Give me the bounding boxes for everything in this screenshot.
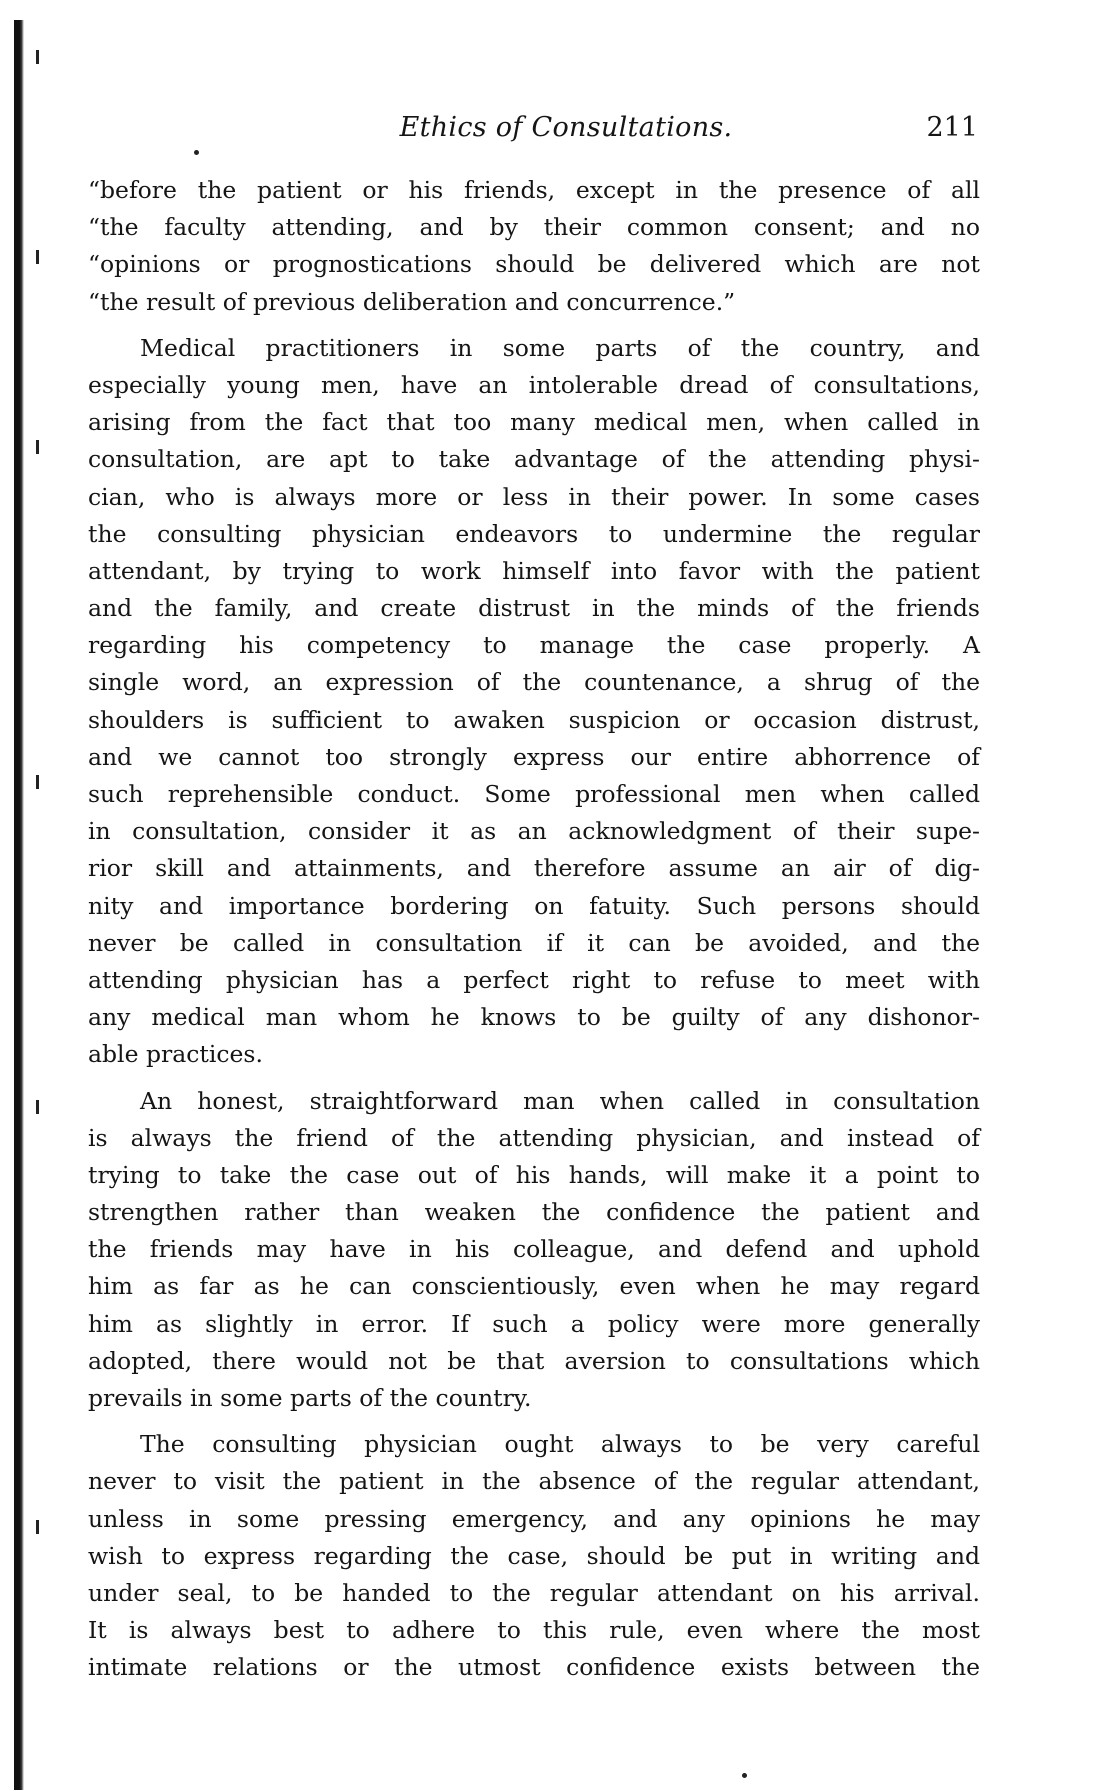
- printer-dot: [742, 1773, 747, 1778]
- text-line: able practices.: [88, 1040, 263, 1069]
- text-line: An honest, straightforward man when called in consultation: [140, 1086, 980, 1115]
- text-line: and the family, and create distrust in the minds of the friends: [88, 594, 980, 623]
- text-line: is always the friend of the attending physician, and instead of: [88, 1123, 980, 1152]
- text-line: “the result of previous deliberation and concurrence.”: [88, 287, 736, 316]
- text-line: in consultation, consider it as an acknowledgment of their supe-: [88, 817, 980, 846]
- scan-speck: [36, 440, 39, 454]
- text-line: intimate relations or the utmost confidence exists between the: [88, 1653, 980, 1682]
- page-header: [150, 112, 982, 158]
- scan-binding-edge: [14, 20, 24, 1790]
- scan-speck: [36, 1100, 39, 1114]
- text-line: under seal, to be handed to the regular attendant on his arrival.: [88, 1578, 980, 1607]
- running-title: Ethics of Consultations.: [399, 112, 733, 143]
- text-line: rior skill and attainments, and therefore assume an air of dig-: [88, 854, 980, 883]
- text-line: nity and importance bordering on fatuity. Such persons should: [88, 891, 980, 920]
- text-line: “before the patient or his friends, except in the presence of all: [88, 176, 980, 204]
- text-line: especially young men, have an intolerable dread of consultations,: [88, 370, 980, 399]
- paragraph: [88, 1083, 980, 1418]
- text-line: such reprehensible conduct. Some professional men when called: [88, 780, 980, 808]
- text-line: never to visit the patient in the absence of the regular attendant,: [88, 1467, 980, 1496]
- text-line: strengthen rather than weaken the confidence the patient and: [88, 1198, 980, 1227]
- text-line: It is always best to adhere to this rule, even where the most: [88, 1616, 980, 1645]
- paragraph: [88, 1426, 980, 1686]
- text-line: wish to express regarding the case, should be put in writing and: [88, 1541, 980, 1570]
- text-line: never be called in consultation if it can be avoided, and the: [88, 928, 980, 957]
- text-line: shoulders is sufficient to awaken suspicion or occasion distrust,: [88, 705, 980, 734]
- text-line: trying to take the case out of his hands, will make it a point to: [88, 1160, 980, 1189]
- paragraph-quotation: [88, 172, 980, 321]
- text-line: Medical practitioners in some parts of the country, and: [140, 333, 980, 362]
- text-line: attending physician has a perfect right to refuse to meet with: [88, 965, 980, 994]
- text-line: cian, who is always more or less in their power. In some cases: [88, 482, 980, 511]
- paragraph: [88, 330, 980, 1074]
- text-line: and we cannot too strongly express our entire abhorrence of: [88, 742, 980, 771]
- text-line: single word, an expression of the countenance, a shrug of the: [88, 668, 980, 697]
- page-number: 211: [926, 112, 978, 143]
- text-line: unless in some pressing emergency, and any opinions he may: [88, 1504, 980, 1533]
- text-line: adopted, there would not be that aversion to consultations which: [88, 1346, 980, 1375]
- text-line: “opinions or prognostications should be delivered which are not: [88, 250, 980, 279]
- text-line: prevails in some parts of the country.: [88, 1384, 532, 1412]
- scan-speck: [36, 250, 39, 264]
- text-line: arising from the fact that too many medical men, when called in: [88, 408, 980, 437]
- text-line: The consulting physician ought always to be very careful: [140, 1430, 980, 1459]
- scan-artifacts: [30, 40, 46, 1760]
- text-line: consultation, are apt to take advantage of the attending physi-: [88, 445, 980, 474]
- text-line: “the faculty attending, and by their common consent; and no: [88, 213, 980, 242]
- text-line: the friends may have in his colleague, and defend and uphold: [88, 1235, 980, 1264]
- text-line: regarding his competency to manage the case properly. A: [88, 631, 980, 660]
- text-line: him as slightly in error. If such a policy were more generally: [88, 1309, 980, 1338]
- text-line: the consulting physician endeavors to undermine the regular: [88, 519, 980, 548]
- scan-speck: [36, 1520, 39, 1534]
- text-line: him as far as he can conscientiously, even when he may regard: [88, 1272, 980, 1301]
- body-text: [88, 172, 980, 1687]
- scan-speck: [36, 50, 39, 64]
- scan-speck: [36, 775, 39, 789]
- text-line: attendant, by trying to work himself into favor with the patient: [88, 556, 980, 585]
- text-line: any medical man whom he knows to be guilty of any dishonor-: [88, 1003, 980, 1032]
